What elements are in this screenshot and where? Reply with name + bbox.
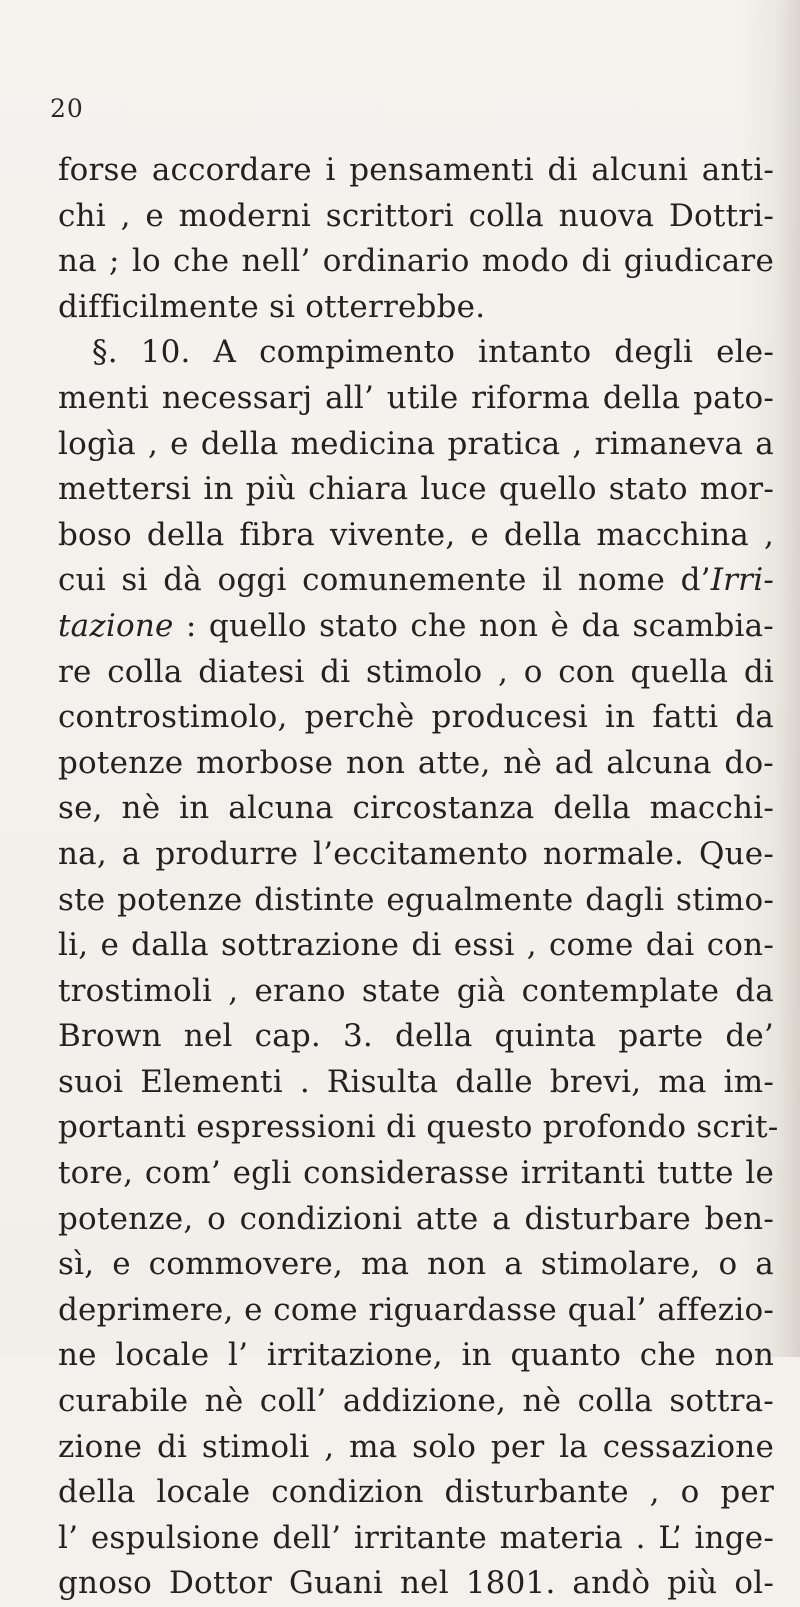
text-line: na, a produrre l’eccitamento normale. Que- <box>58 835 774 872</box>
text-span: cui si dà oggi comunemente il nome d’ <box>58 562 711 599</box>
text-line: chi , e moderni scrittori colla nuova Dottri- <box>58 197 774 234</box>
italic-term: tazione <box>58 607 174 644</box>
text-line: curabile nè coll’ addizione, nè colla sottra- <box>58 1383 774 1420</box>
text-line: potenze, o condizioni atte a disturbare ben- <box>58 1200 774 1237</box>
text-line: ste potenze distinte egualmente dagli stimo- <box>58 881 774 918</box>
text-line: controstimolo, perchè producesi in fatti da <box>58 699 774 736</box>
text-line: boso della fibra vivente, e della macchina , <box>58 516 774 553</box>
text-line: logìa , e della medicina pratica , rimaneva a <box>58 425 774 462</box>
text-line: mettersi in più chiara luce quello stato mor- <box>58 471 774 508</box>
text-line: portanti espressioni di questo profondo scrit- <box>58 1109 779 1146</box>
page-number: 20 <box>50 94 84 123</box>
text-line: deprimere, e come riguardasse qual’ affezio- <box>58 1291 774 1328</box>
italic-term: Irri- <box>710 562 774 599</box>
text-line: menti necessarj all’ utile riforma della pato- <box>58 379 774 416</box>
text-line: l’ espulsione dell’ irritante materia . L’ inge- <box>58 1519 774 1556</box>
text-line: ne locale l’ irritazione, in quanto che non <box>58 1337 774 1374</box>
text-line: re colla diatesi di stimolo , o con quella di <box>58 653 774 690</box>
text-line: difficilmente si otterrebbe. <box>58 288 486 325</box>
text-line: sì, e commovere, ma non a stimolare, o a <box>58 1246 774 1283</box>
text-line <box>58 604 774 650</box>
text-line: trostimoli , erano state già contemplate da <box>58 972 774 1009</box>
body-text <box>58 148 779 1607</box>
text-line: forse accordare i pensamenti di alcuni anti- <box>58 152 774 188</box>
text-line: gnoso Dottor Guani nel 1801. andò più ol- <box>58 1565 774 1602</box>
text-line: zione di stimoli , ma solo per la cessazione <box>58 1428 774 1465</box>
text-line: tore, com’ egli considerasse irritanti tutte le <box>58 1155 774 1192</box>
text-span: : quello stato che non è da scambia- <box>173 607 774 644</box>
text-line: potenze morbose non atte, nè ad alcuna do- <box>58 744 774 781</box>
text-line: na ; lo che nell’ ordinario modo di giudicare <box>58 243 774 280</box>
text-line: se, nè in alcuna circostanza della macchi- <box>58 790 774 827</box>
section-start-line: §. 10. A compimento intanto degli ele- <box>92 334 774 371</box>
text-line: della locale condizion disturbante , o per <box>58 1474 774 1511</box>
text-line: Brown nel cap. 3. della quinta parte de’ <box>58 1018 774 1055</box>
text-line <box>58 558 774 604</box>
text-line: suoi Elementi . Risulta dalle brevi, ma im- <box>58 1063 774 1100</box>
text-line: li, e dalla sottrazione di essi , come dai con- <box>58 927 774 964</box>
